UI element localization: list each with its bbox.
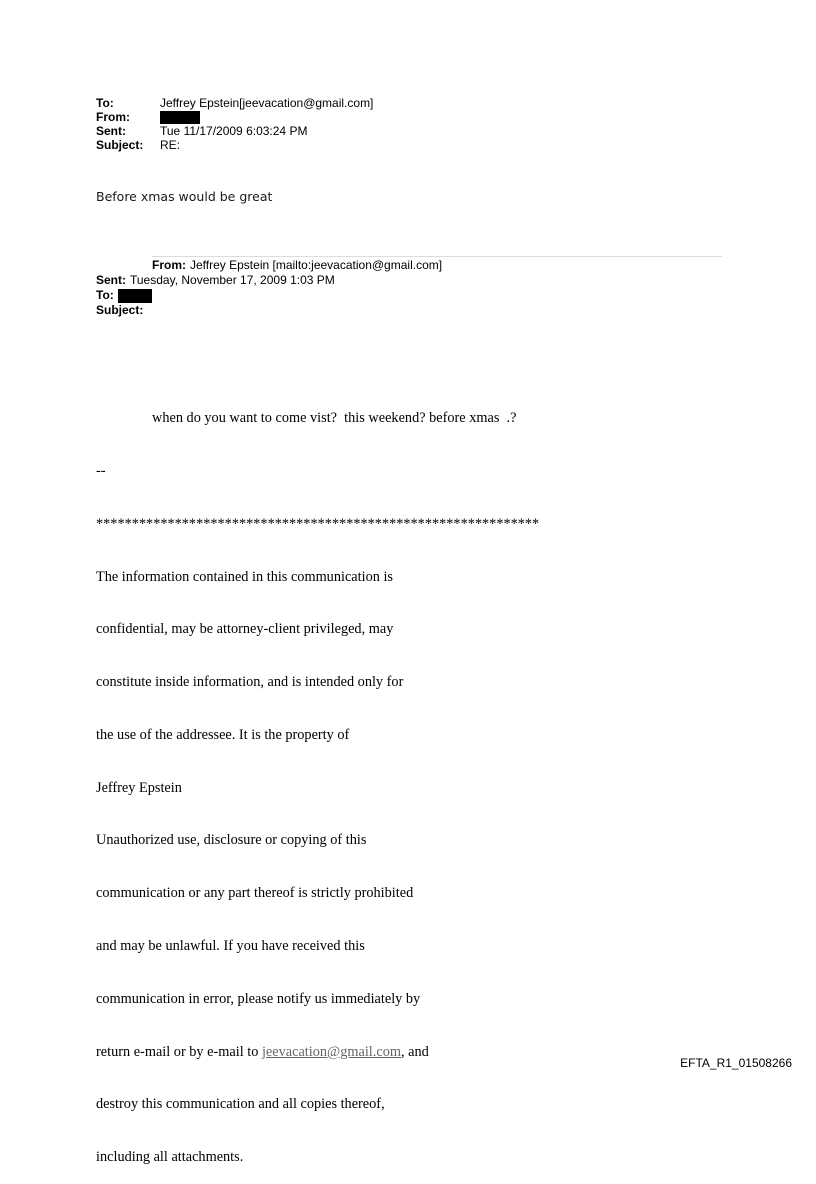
quoted-to-label: To: <box>96 288 114 302</box>
disclaimer-line: the use of the addressee. It is the property of <box>96 726 350 743</box>
quoted-sent-row <box>96 273 442 288</box>
quoted-sent-value: Tuesday, November 17, 2009 1:03 PM <box>130 273 335 287</box>
reply-text: Before xmas would be great <box>96 189 273 204</box>
email-header <box>96 96 373 152</box>
header-from-row <box>96 110 373 124</box>
quoted-header <box>96 258 442 318</box>
disclaimer-text: , and <box>400 1043 429 1060</box>
header-to-row <box>96 96 373 110</box>
sent-value: Tue 11/17/2009 6:03:24 PM <box>160 124 308 138</box>
quoted-from-row <box>96 258 442 273</box>
redaction-box <box>160 111 200 124</box>
quoted-sent-label: Sent: <box>96 273 126 287</box>
disclaimer-line: Jeffrey Epstein <box>96 779 182 796</box>
disclaimer-line: constitute inside information, and is intended only for <box>96 674 404 691</box>
redaction-box <box>118 289 152 303</box>
disclaimer-line <box>96 1044 539 1062</box>
quoted-subject-row <box>96 303 442 318</box>
disclaimer-line: communication in error, please notify us immediately by <box>96 990 421 1007</box>
disclaimer-line: confidential, may be attorney-client privileged, may <box>96 621 394 638</box>
subject-value: RE: <box>160 138 181 152</box>
disclaimer-text: return e-mail or by e-mail to <box>96 1043 262 1060</box>
document-id: EFTA_R1_01508266 <box>680 1056 792 1070</box>
disclaimer-line: The information contained in this communication is <box>96 568 393 585</box>
quoted-from-label: From: <box>152 258 186 272</box>
disclaimer-line: including all attachments. <box>96 1149 244 1166</box>
quoted-subject-label: Subject: <box>96 303 144 317</box>
header-subject-row <box>96 138 373 152</box>
quoted-to-row <box>96 288 442 303</box>
email-link[interactable]: jeevacation@gmail.com <box>261 1043 401 1060</box>
to-value: Jeffrey Epstein[jeevacation@gmail.com] <box>160 96 374 110</box>
header-sent-row <box>96 124 373 138</box>
subject-label: Subject: <box>96 138 144 152</box>
disclaimer-line: communication or any part thereof is strictly prohibited <box>96 885 414 902</box>
to-label: To: <box>96 96 114 110</box>
message-text: when do you want to come vist? this weekend? before xmas .? <box>152 410 517 427</box>
signature-separator: -- <box>96 462 106 479</box>
disclaimer-line: Unauthorized use, disclosure or copying of this <box>96 832 367 849</box>
sent-label: Sent: <box>96 124 126 138</box>
message-body <box>96 375 539 1184</box>
quote-divider <box>152 256 722 257</box>
disclaimer-line: destroy this communication and all copies thereof, <box>96 1096 385 1113</box>
quoted-from-value: Jeffrey Epstein [mailto:jeevacation@gmail.com] <box>190 258 443 272</box>
asterisk-line: ************************************************************** <box>96 515 540 532</box>
from-label: From: <box>96 110 130 124</box>
disclaimer-line: and may be unlawful. If you have received this <box>96 938 365 954</box>
